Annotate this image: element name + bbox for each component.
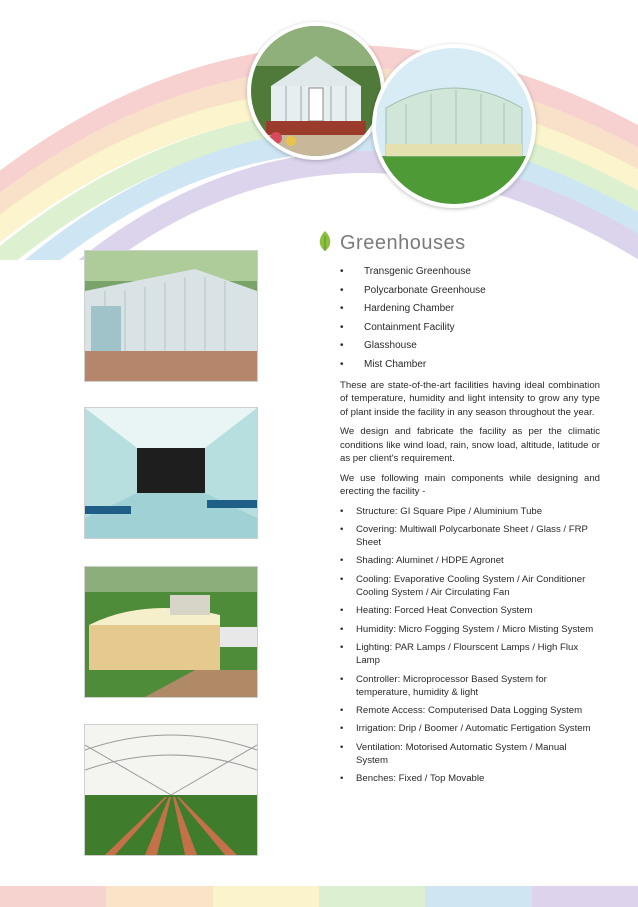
list-item: • Ventilation: Motorised Automatic System / Manual System bbox=[340, 741, 600, 768]
tunnel-greenhouse-crops-photo bbox=[84, 724, 258, 856]
color-segment bbox=[319, 886, 425, 907]
list-item: • Irrigation: Drip / Boomer / Automatic Fertigation System bbox=[340, 722, 600, 735]
components-intro: We use following main components while designing and erecting the facility - bbox=[340, 472, 600, 498]
polyhouse-circle-photo bbox=[372, 44, 536, 208]
list-item: • Transgenic Greenhouse bbox=[340, 263, 600, 282]
list-item: • Hardening Chamber bbox=[340, 300, 600, 319]
greenhouse-interior-photo bbox=[84, 407, 258, 539]
list-item: • Remote Access: Computerised Data Logging System bbox=[340, 704, 600, 717]
polycarbonate-greenhouse-photo bbox=[84, 250, 258, 382]
list-item: • Lighting: PAR Lamps / Flourscent Lamps / High Flux Lamp bbox=[340, 641, 600, 668]
list-item: • Benches: Fixed / Top Movable bbox=[340, 772, 600, 785]
color-segment bbox=[106, 886, 212, 907]
design-paragraph: We design and fabricate the facility as per the climatic conditions like wind load, rain, snow load, altitude, latitude or as per client's requirement. bbox=[340, 426, 600, 465]
containment-facility-photo bbox=[84, 566, 258, 698]
bottom-color-bar bbox=[0, 886, 638, 907]
intro-paragraph: These are state-of-the-art facilities having ideal combination of temperature, humidity and light intensity to grow any type of plant inside the facility in any season throughout the year. bbox=[340, 379, 600, 418]
list-item: • Polycarbonate Greenhouse bbox=[340, 282, 600, 301]
list-item: • Glasshouse bbox=[340, 337, 600, 356]
greenhouse-description bbox=[340, 230, 600, 791]
list-item: • Mist Chamber bbox=[340, 356, 600, 375]
list-item: • Humidity: Micro Fogging System / Micro Misting System bbox=[340, 623, 600, 636]
list-item: • Containment Facility bbox=[340, 319, 600, 338]
color-segment bbox=[213, 886, 319, 907]
list-item: • Shading: Aluminet / HDPE Agronet bbox=[340, 554, 600, 567]
color-segment bbox=[0, 886, 106, 907]
list-item: • Covering: Multiwall Polycarbonate Sheet / Glass / FRP Sheet bbox=[340, 523, 600, 550]
leaf-icon bbox=[316, 230, 334, 257]
product-list bbox=[340, 263, 600, 375]
list-item: • Structure: GI Square Pipe / Aluminium Tube bbox=[340, 505, 600, 518]
component-list bbox=[340, 505, 600, 786]
color-segment bbox=[532, 886, 638, 907]
list-item: • Heating: Forced Heat Convection System bbox=[340, 604, 600, 617]
glasshouse-circle-photo bbox=[247, 22, 385, 160]
section-title: Greenhouses bbox=[340, 232, 466, 254]
list-item: • Controller: Microprocessor Based System for temperature, humidity & light bbox=[340, 673, 600, 700]
list-item: • Cooling: Evaporative Cooling System / Air Conditioner Cooling System / Air Circulating Fan bbox=[340, 573, 600, 600]
section-heading bbox=[316, 230, 600, 257]
color-segment bbox=[425, 886, 531, 907]
